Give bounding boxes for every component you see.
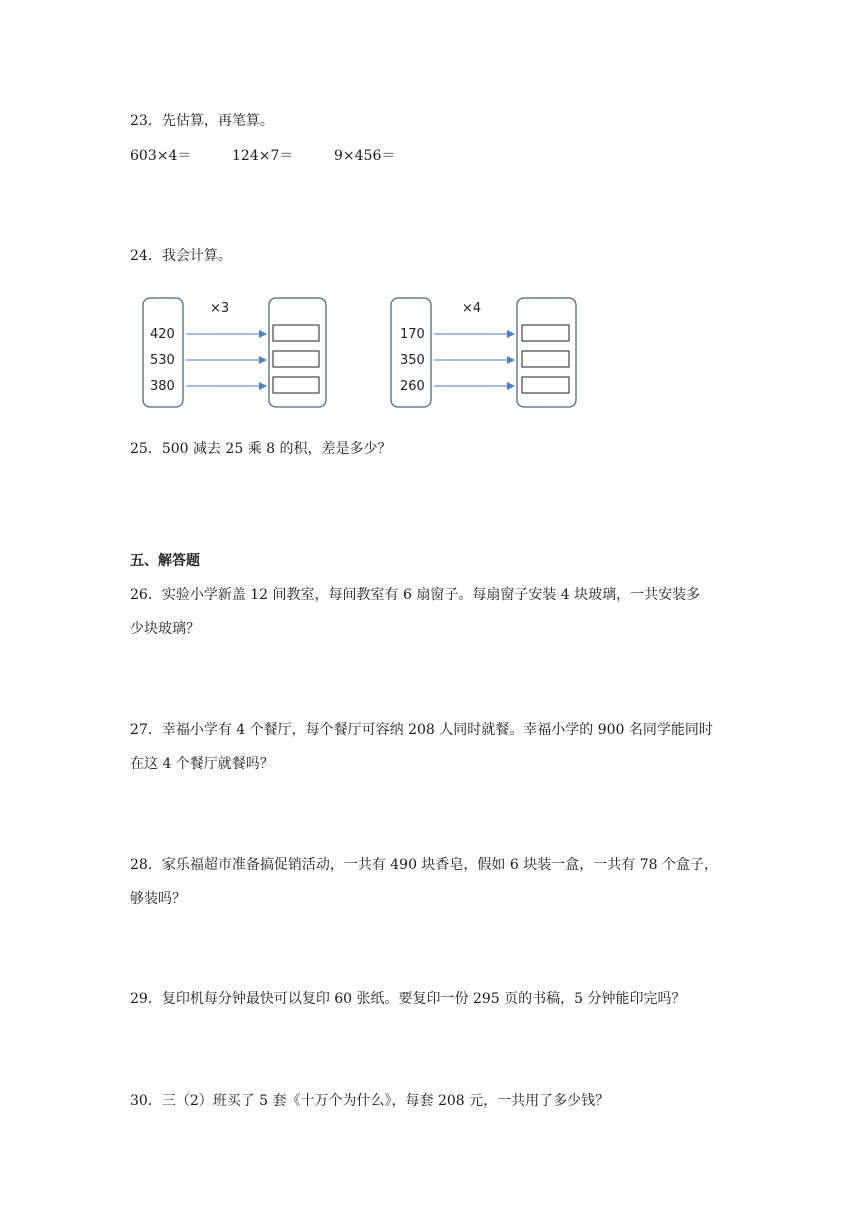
expression-2: 124×7＝	[232, 148, 294, 164]
answer-box-2-3[interactable]	[522, 377, 569, 393]
section-5-heading: 五、解答题	[130, 553, 200, 569]
expression-3: 9×456＝	[334, 148, 396, 164]
answer-box-1-2[interactable]	[273, 351, 319, 367]
input-1-2: 530	[150, 353, 175, 368]
question-28-line-1: 28．家乐福超市准备搞促销活动，一共有 490 块香皂，假如 6 块装一盒，一共有 78 个盒子，	[130, 857, 718, 873]
input-2-3: 260	[400, 379, 425, 394]
multiplier-2: ×4	[462, 301, 482, 316]
input-1-1: 420	[150, 327, 175, 342]
calc-diagrams	[0, 0, 860, 420]
question-28-line-2: 够装吗？	[130, 891, 186, 907]
input-2-1: 170	[400, 327, 425, 342]
input-2-2: 350	[400, 353, 425, 368]
question-26-line-2: 少块玻璃？	[130, 621, 200, 637]
question-24-title: 24．我会计算。	[130, 248, 232, 264]
multiplier-1: ×3	[210, 301, 230, 316]
answer-box-2-1[interactable]	[522, 325, 569, 341]
answer-box-2-2[interactable]	[522, 351, 569, 367]
question-23-title: 23．先估算，再笔算。	[130, 113, 274, 129]
question-26-line-1: 26．实验小学新盖 12 间教室，每间教室有 6 扇窗子。每扇窗子安装 4 块玻璃，一共安装多	[130, 587, 701, 603]
question-25: 25．500 减去 25 乘 8 的积，差是多少？	[130, 441, 392, 457]
question-27-line-1: 27．幸福小学有 4 个餐厅，每个餐厅可容纳 208 人同时就餐。幸福小学的 900 名同学能同时	[130, 722, 713, 738]
question-30: 30．三（2）班买了 5 套《十万个为什么》，每套 208 元，一共用了多少钱？	[130, 1093, 610, 1109]
answer-box-1-3[interactable]	[273, 377, 319, 393]
answer-box-1-1[interactable]	[273, 325, 319, 341]
question-27-line-2: 在这 4 个餐厅就餐吗？	[130, 756, 274, 772]
expression-1: 603×4＝	[130, 148, 192, 164]
diagram-1	[143, 298, 326, 407]
question-29: 29．复印机每分钟最快可以复印 60 张纸。要复印一份 295 页的书稿，5 分钟能印完吗？	[130, 991, 686, 1007]
input-1-3: 380	[150, 379, 175, 394]
diagram-2	[391, 298, 576, 407]
